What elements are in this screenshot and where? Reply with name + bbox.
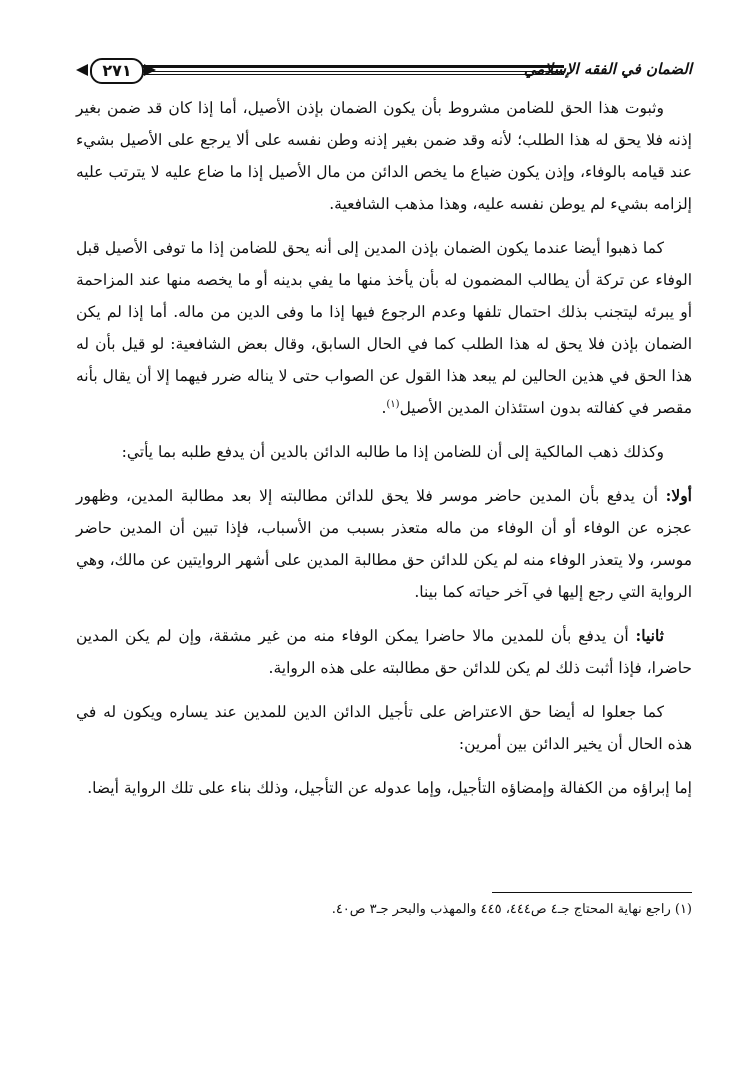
paragraph-2: كما ذهبوا أيضا عندما يكون الضمان بإذن المدين إلى أنه يحق للضامن إذا ما توفى الأصيل قبل الوفاء عن تركة أن يطالب المضمون له بأن يأخذ منها ما يفي بدينه أو ما يخصه منها عند المزاحمة أو يبرئه ليتجنب بذلك احتمال تلفها وعدم الرجوع فيها إذا ما وفى الدين من ماله. أما إذا لم يكن الضمان بإذن فلا يحق له هذا الطلب كما في الحال السابق، وقال بعض الشافعية: لو قيل بأن له هذا الحق في هذين الحالين لم يبعد هذا القول عن الصواب حتى لا يناله ضرر فيهما إلا أن يقال بأنه مقصر في كفالته بدون استئذان المدين الأصيل$^{(١)}$.	[76, 239, 693, 417]
header-rule-thin	[142, 74, 564, 75]
paragraph-3: وكذلك ذهب المالكية إلى أن للضامن إذا ما طالبه الدائن بالدين أن يدفع طلبه بما يأتي:	[121, 443, 664, 461]
point-label-first: أولا:	[665, 486, 692, 505]
paragraph-1: وثبوت هذا الحق للضامن مشروط بأن يكون الضمان بإذن الأصيل، أما إذا كان قد ضمن بغير إذنه فلا يحق له هذا الطلب؛ لأنه وقد ضمن بغير إذنه وطن نفسه على ألا يرجع على الأصيل بشيء عند قيامه بالوفاء، وإذن يكون ضياع ما يخص الدائن من مال الأصيل إذا ما ضاع عليه لا يترتب عليه إلزامه بشيء لم يوطن نفسه عليه، وهذا مذهب الشافعية.	[76, 99, 692, 213]
page-header	[76, 56, 692, 90]
paragraph-7: إما إبراؤه من الكفالة وإمضاؤه التأجيل، وإما عدوله عن التأجيل، وذلك بناء على تلك الرواية أيضا.	[87, 779, 692, 797]
page-number: ٢٧١	[90, 58, 144, 84]
main-text	[76, 92, 692, 816]
page-number-ornament-left	[76, 64, 88, 76]
paragraph-first-point: أولا: أن يدفع بأن المدين حاضر موسر فلا يحق للدائن مطالبته إلا بعد مطالبة المدين، وظهور عجزه عن الوفاء أو أن الوفاء من ماله متعذر بسبب من الأسباب، فإذا تبين أن المدين حاضر موسر، ولا يتعذر الوفاء منه لم يكن للدائن حق مطالبة المدين على أشهر الروايتين عن مالك، وهي الرواية التي رجع إليها في آخر حياته كما بينا.	[76, 486, 692, 601]
footnote-separator	[492, 892, 692, 893]
paragraph-6: كما جعلوا له أيضا حق الاعتراض على تأجيل الدائن الدين للمدين عند يساره ويكون له في هذه الحال أن يخير الدائن بين أمرين:	[76, 703, 692, 753]
point-label-second: ثانيا:	[635, 626, 664, 645]
paragraph-second-point: ثانيا: أن يدفع بأن للمدين مالا حاضرا يمكن الوفاء منه من غير مشقة، وإن لم يكن المدين حاضرا، فإذا أثبت ذلك لم يكن للدائن حق مطالبته على هذه الرواية.	[76, 626, 692, 677]
header-rule	[142, 65, 564, 72]
footnote: (١) راجع نهاية المحتاج جـ٤ ص٤٤٤، ٤٤٥ والمهذب والبحر جـ٣ ص٤٠.	[331, 902, 692, 917]
running-title: الضمان في الفقه الإسلامي	[523, 60, 692, 78]
footnote-marker: (١)	[386, 398, 400, 410]
page-number-ornament-right	[144, 64, 156, 76]
